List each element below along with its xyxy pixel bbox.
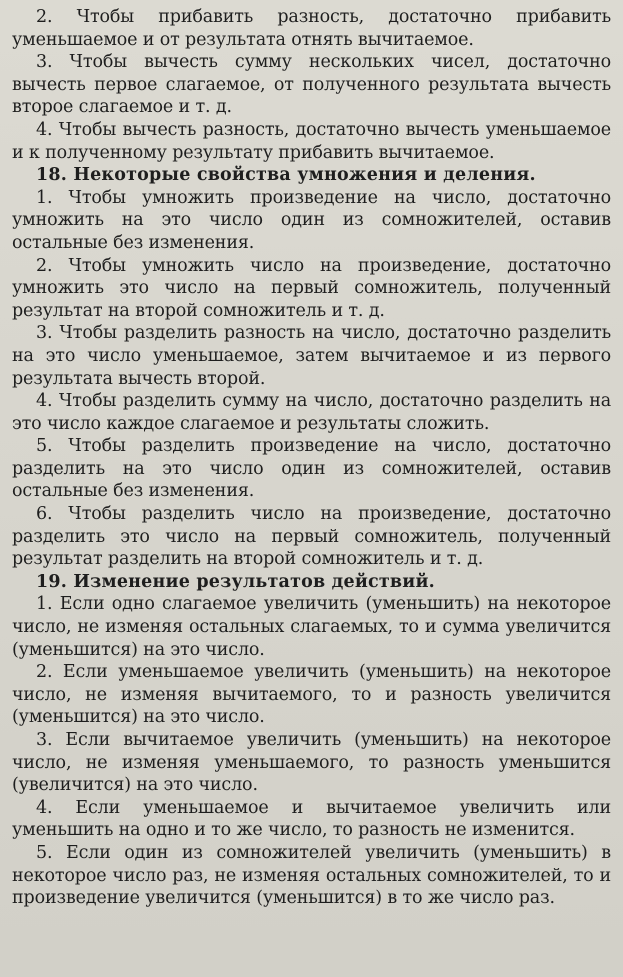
rule-paragraph: 3. Если вычитаемое увеличить (уменьшить) на некоторое число, не изменяя уменьшаемого, то разность уменьшится (увеличится) на это число. xyxy=(12,730,611,796)
rule-paragraph: 4. Если уменьшаемое и вычитаемое увеличить или уменьшить на одно и то же число, то разность не изменится. xyxy=(12,797,611,841)
rule-paragraph: 1. Если одно слагаемое увеличить (уменьшить) на некоторое число, не изменяя остальных слагаемых, то и сумма увеличится (уменьшится) на это число. xyxy=(12,594,611,660)
rule-paragraph: 3. Чтобы вычесть сумму нескольких чисел, достаточно вычесть первое слагаемое, от полученного результата вычесть второе слагаемое и т. д. xyxy=(12,52,611,118)
rule-paragraph: 3. Чтобы разделить разность на число, достаточно разделить на это число уменьшаемое, затем вычитаемое и из первого результата вычесть второй. xyxy=(12,323,611,389)
rule-paragraph: 2. Если уменьшаемое увеличить (уменьшить) на некоторое число, не изменяя вычитаемого, то и разность увеличится (уменьшится) на это число. xyxy=(12,662,611,728)
rule-paragraph: 2. Чтобы прибавить разность, достаточно прибавить уменьшаемое и от результата отнять вычитаемое. xyxy=(12,7,611,50)
rule-paragraph: 4. Чтобы разделить сумму на число, достаточно разделить на это число каждое слагаемое и результаты сложить. xyxy=(12,391,611,434)
section-18-heading: 18. Некоторые свойства умножения и деления. xyxy=(36,165,536,186)
rule-paragraph: 1. Чтобы умножить произведение на число, достаточно умножить на это число один из сомножителей, оставив остальные без изменения. xyxy=(12,187,611,253)
rule-paragraph: 5. Если один из сомножителей увеличить (уменьшить) в некоторое число раз, не изменяя остальных сомножителей, то и произведение увеличится (уменьшится) в то же число раз. xyxy=(12,842,611,909)
rule-paragraph: 2. Чтобы умножить число на произведение, достаточно умножить это число на первый сомножитель, полученный результат на второй сомножитель и т. д. xyxy=(12,255,611,321)
section-19-heading: 19. Изменение результатов действий. xyxy=(36,571,435,592)
rule-paragraph: 4. Чтобы вычесть разность, достаточно вычесть уменьшаемое и к полученному результату прибавить вычитаемое. xyxy=(12,119,611,163)
rule-paragraph: 6. Чтобы разделить число на произведение, достаточно разделить это число на первый сомножитель, полученный результат разделить на второй сомножитель и т. д. xyxy=(12,504,611,570)
rule-paragraph: 5. Чтобы разделить произведение на число, достаточно разделить на это число один из сомножителей, оставив остальные без изменения. xyxy=(12,436,611,502)
